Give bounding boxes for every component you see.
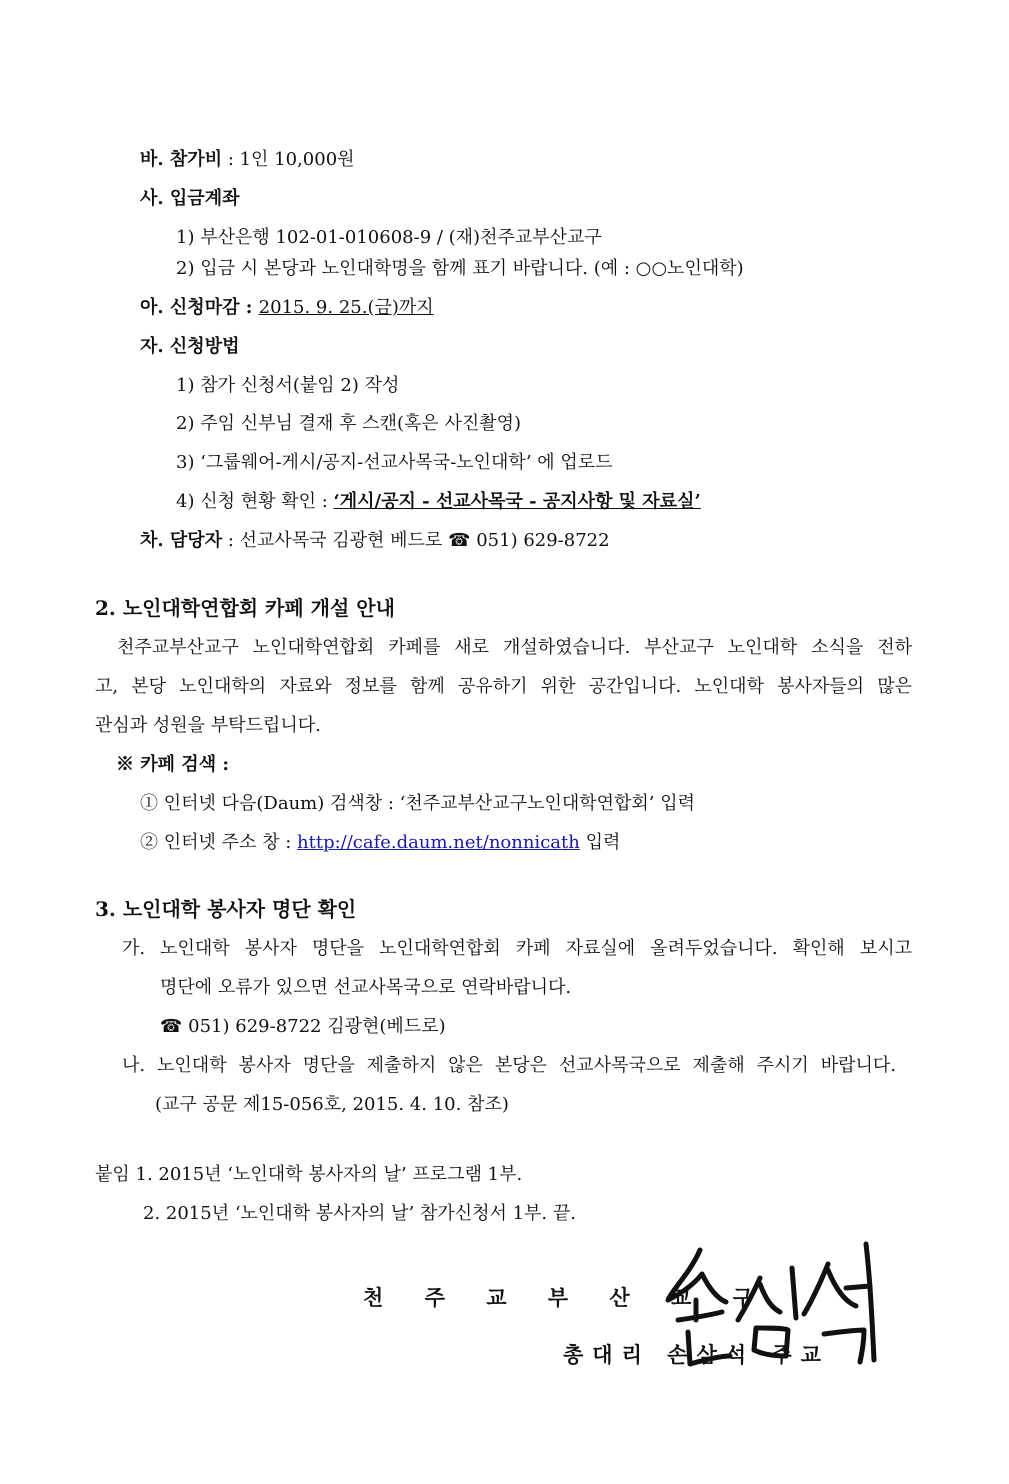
cafe-search-label: ※ 카페 검색 : [116,754,229,775]
deadline-separator: : [239,297,259,318]
handwritten-signature [660,1238,890,1378]
section-3-item-ga-line-1: 가. 노인대학 봉사자 명단을 노인대학연합회 카페 자료실에 올려두었습니다. 확인해 보시고 [122,938,912,959]
application-method-label: 자. 신청방법 [140,336,240,357]
section-2-paragraph-line-3: 관심과 성원을 부탁드립니다. [95,715,321,736]
application-step-3: 3) ‘그룹웨어-게시/공지-선교사목국-노인대학’ 에 업로드 [176,452,613,473]
fee-value: 1인 10,000원 [239,149,355,170]
fee-line [140,149,355,171]
section-2-paragraph-line-2: 고, 본당 노인대학의 자료와 정보를 함께 공유하기 위한 공간입니다. 노인대학 봉사자들의 많은 [95,676,912,697]
phone-icon: ☎ [160,1016,183,1037]
section-3-item-na-line-2: (교구 공문 제15-056호, 2015. 4. 10. 참조) [155,1094,509,1115]
issuing-organization: 천 주 교 부 산 교 구 [363,1285,770,1310]
cafe-search-item-2 [140,832,620,854]
contact-label: 차. 담당자 [140,530,223,551]
fee-separator: : [222,149,240,170]
application-step-2: 2) 주임 신부님 결재 후 스캔(혹은 사진촬영) [176,413,522,434]
contact-line [140,530,610,552]
section-3-item-na-line-1: 나. 노인대학 봉사자 명단을 제출하지 않은 본당은 선교사목국으로 제출해 주시기 바랍니다. [122,1055,896,1076]
account-item-1: 1) 부산은행 102-01-010608-9 / (재)천주교부산교구 [176,227,602,248]
application-step-4-location: ‘게시/공지 - 선교사목국 - 공지사항 및 자료실’ [333,491,701,512]
contact-separator: : [222,530,240,551]
cafe-url-link[interactable]: http://cafe.daum.net/nonnicath [297,832,580,853]
section-3-contact-phone: 051) 629-8722 김광현(베드로) [188,1016,446,1037]
section-2-paragraph-line-1: 천주교부산교구 노인대학연합회 카페를 새로 개설하였습니다. 부산교구 노인대학 소식을 전하 [117,637,912,658]
cafe-search-item-2-suffix: 입력 [579,832,621,853]
cafe-search-item-1: ① 인터넷 다음(Daum) 검색창 : ‘천주교부산교구노인대학연합회’ 입력 [140,793,696,814]
cafe-search-item-2-prefix: ② 인터넷 주소 창 : [140,832,298,853]
fee-label: 바. 참가비 [140,149,223,170]
account-item-2: 2) 입금 시 본당과 노인대학명을 함께 표기 바랍니다. (예 : ○○노인대학) [176,258,744,279]
section-3-heading: 3. 노인대학 봉사자 명단 확인 [95,897,357,921]
account-label: 사. 입금계좌 [140,188,240,209]
section-3-item-ga-line-2: 명단에 오류가 있으면 선교사목국으로 연락바랍니다. [160,977,572,998]
attachment-line-2: 2. 2015년 ‘노인대학 봉사자의 날’ 참가신청서 1부. 끝. [143,1203,576,1224]
application-step-4 [176,491,701,513]
contact-phone: 051) 629-8722 [476,530,610,551]
section-2-heading: 2. 노인대학연합회 카페 개설 안내 [95,596,395,620]
attachment-line-1: 붙임 1. 2015년 ‘노인대학 봉사자의 날’ 프로그램 1부. [95,1164,523,1185]
deadline-line [140,297,434,319]
phone-icon: ☎ [448,530,471,551]
deadline-label: 아. 신청마감 [140,297,240,318]
section-3-contact [160,1016,446,1038]
contact-person: 선교사목국 김광현 베드로 [239,530,443,551]
application-step-1: 1) 참가 신청서(붙임 2) 작성 [176,375,400,396]
application-step-4-prefix: 4) 신청 현황 확인 : [176,491,334,512]
signer-title: 총대리 손삼석 주교 [563,1342,830,1367]
deadline-value: 2015. 9. 25.(금)까지 [258,297,434,318]
